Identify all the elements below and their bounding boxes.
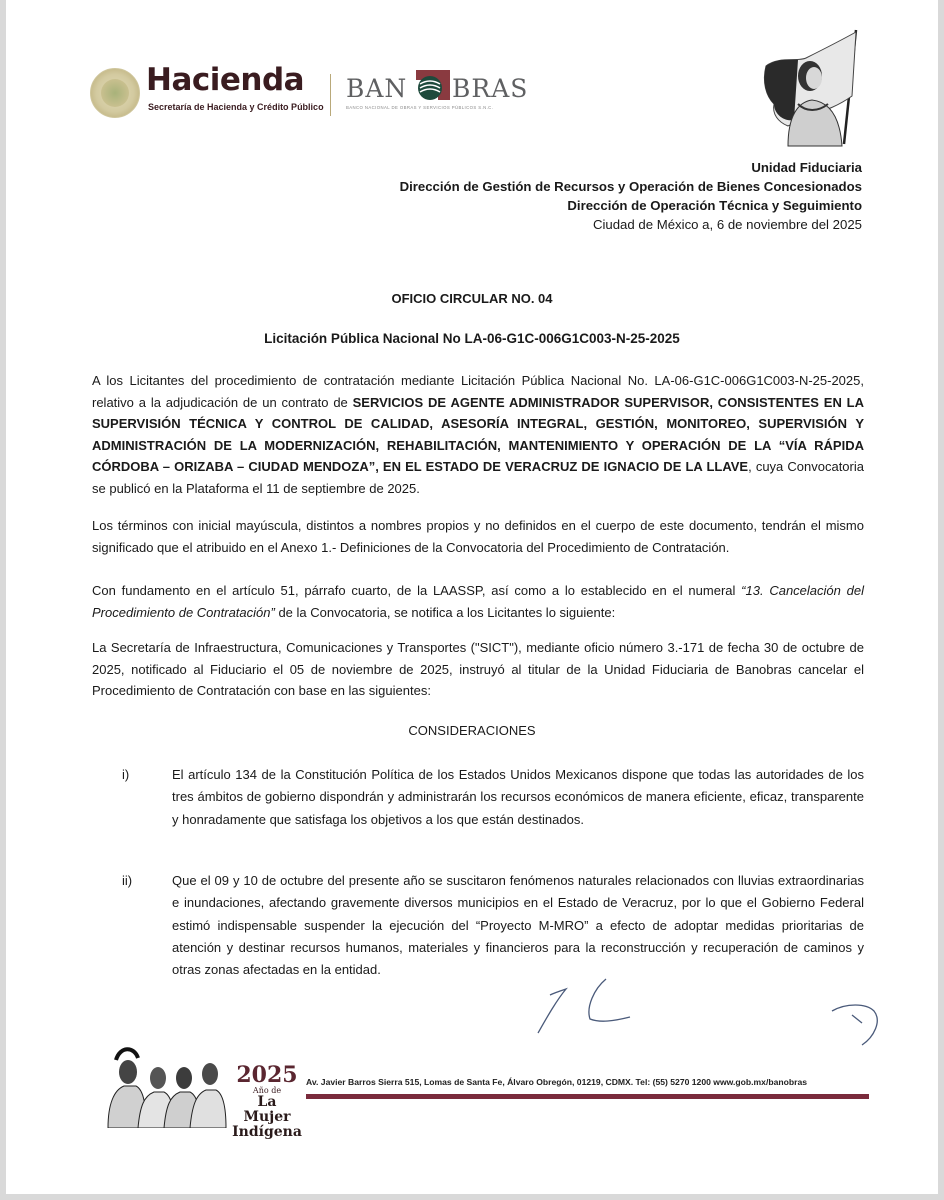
- p1-end: , cuya Convocatoria se publicó en la Plataforma el 11 de septiembre de 2025.: [92, 459, 864, 496]
- item-number: i): [122, 767, 130, 782]
- sender-direction-2: Dirección de Operación Técnica y Seguimiento: [567, 198, 862, 213]
- logo-divider: [330, 74, 331, 116]
- year-motto-line-2: Indígena: [232, 1124, 302, 1140]
- heroine-flag-illustration: [748, 26, 868, 150]
- indigenous-women-illustration: [102, 1046, 228, 1128]
- year-motto-line-1: La Mujer: [243, 1094, 291, 1125]
- year-number: 2025: [236, 1062, 298, 1088]
- banobras-emblem-icon: [412, 70, 452, 102]
- p3-reference: “13. Cancelación del Procedimiento de Contratación”: [92, 583, 864, 620]
- item-number: ii): [122, 873, 133, 888]
- document-page: [6, 0, 938, 1194]
- considerations-heading: CONSIDERACIONES: [408, 723, 536, 738]
- consideration-item: [122, 764, 864, 831]
- circular-title: OFICIO CIRCULAR NO. 04: [391, 291, 553, 306]
- hacienda-subtitle: Secretaría de Hacienda y Crédito Público: [148, 102, 324, 112]
- paragraph-addressees: [92, 370, 864, 499]
- item-text: Que el 09 y 10 de octubre del presente año se suscitaron fenómenos naturales relacionados con lluvias extraordinarias e inundaciones, afectando gravemente diversos municipios en el Estado de Veracruz, por lo que el Gobierno Federal estimó indispensable suspender la ejecución del “Proyecto M-MRO” a efecto de adoptar medidas prioritarias de atención y destinar recursos humanos, materiales y financieros para la reconstrucción y recuperación de caminos y otras zonas afectadas en la entidad.: [172, 873, 864, 978]
- tender-title: Licitación Pública Nacional No LA-06-G1C-006G1C003-N-25-2025: [264, 331, 680, 346]
- hacienda-logo: [90, 62, 324, 122]
- sender-direction-1: Dirección de Gestión de Recursos y Operación de Bienes Concesionados: [399, 179, 862, 194]
- banobras-logo: [346, 66, 536, 118]
- consideration-item: [122, 870, 864, 981]
- sender-unit: Unidad Fiduciaria: [751, 160, 862, 175]
- hacienda-name: Hacienda: [146, 62, 305, 98]
- handwritten-initials: [526, 975, 906, 1055]
- p3-intro: Con fundamento en el artículo 51, párrafo cuarto, de la LAASSP, así como a lo establecido en el numeral: [92, 583, 742, 598]
- footer-address: Av. Javier Barros Sierra 515, Lomas de Santa Fe, Álvaro Obregón, 01219, CDMX. Tel: (55) 5270 1200 www.gob.mx/banobras: [306, 1077, 808, 1087]
- place-date: Ciudad de México a, 6 de noviembre del 2025: [592, 217, 862, 232]
- p1-intro: A los Licitantes del procedimiento de contratación mediante Licitación Pública Nacional No. LA-06-G1C-006G1C003-N-25-2025, relativo a la adjudicación de un contrato de: [92, 373, 864, 410]
- p1-contract-object: SERVICIOS DE AGENTE ADMINISTRADOR SUPERVISOR, CONSISTENTES EN LA SUPERVISIÓN TÉCNICA Y CONTROL DE CALIDAD, ASESORÍA INTEGRAL, GESTIÓN, MONITOREO, SUPERVISIÓN Y ADMINISTRACIÓN DE LA MODERNIZACIÓN, REHABILITACIÓN, MANTENIMIENTO Y OPERACIÓN DE LA “VÍA RÁPIDA CÓRDOBA – ORIZABA – CIUDAD MENDOZA”, EN EL ESTADO DE VERACRUZ DE IGNACIO DE LA LLAVE: [92, 394, 865, 474]
- paragraph-definitions: Los términos con inicial mayúscula, distintos a nombres propios y no definidos en el cuerpo de este documento, tendrán el mismo significado que el atribuido en el Anexo 1.- Definiciones de la Convocatoria del Procedimiento de Contratación.: [92, 518, 864, 555]
- sender-block: [400, 158, 862, 234]
- banobras-subtitle: BANCO NACIONAL DE OBRAS Y SERVICIOS PÚBLICOS S.N.C.: [346, 105, 494, 110]
- banobras-name-right: BRAS: [452, 74, 529, 103]
- paragraph-sict-instruction: La Secretaría de Infraestructura, Comunicaciones y Transportes ("SICT"), mediante oficio número 3.-171 de fecha 30 de octubre de 2025, notificado al Fiduciario el 05 de noviembre de 2025, instruyó al titular de la Unidad Fiduciaria de Banobras cancelar el Procedimiento de Contratación con base en las siguientes:: [92, 640, 864, 698]
- national-seal-icon: [90, 68, 140, 118]
- item-text: El artículo 134 de la Constitución Política de los Estados Unidos Mexicanos dispone que todas las autoridades de los tres ámbitos de gobierno dispondrán y administrarán los recursos económicos de manera eficiente, eficaz, transparente y honradamente que satisfaga los objetivos a los que están destinados.: [172, 767, 864, 827]
- year-motto: [232, 1064, 302, 1140]
- year-subtitle: Año de: [252, 1086, 282, 1095]
- p3-end: de la Convocatoria, se notifica a los Licitantes lo siguiente:: [274, 604, 616, 620]
- paragraph-legal-basis: [92, 580, 864, 623]
- banobras-name-left: BAN: [346, 74, 408, 103]
- footer-bar: [306, 1094, 869, 1099]
